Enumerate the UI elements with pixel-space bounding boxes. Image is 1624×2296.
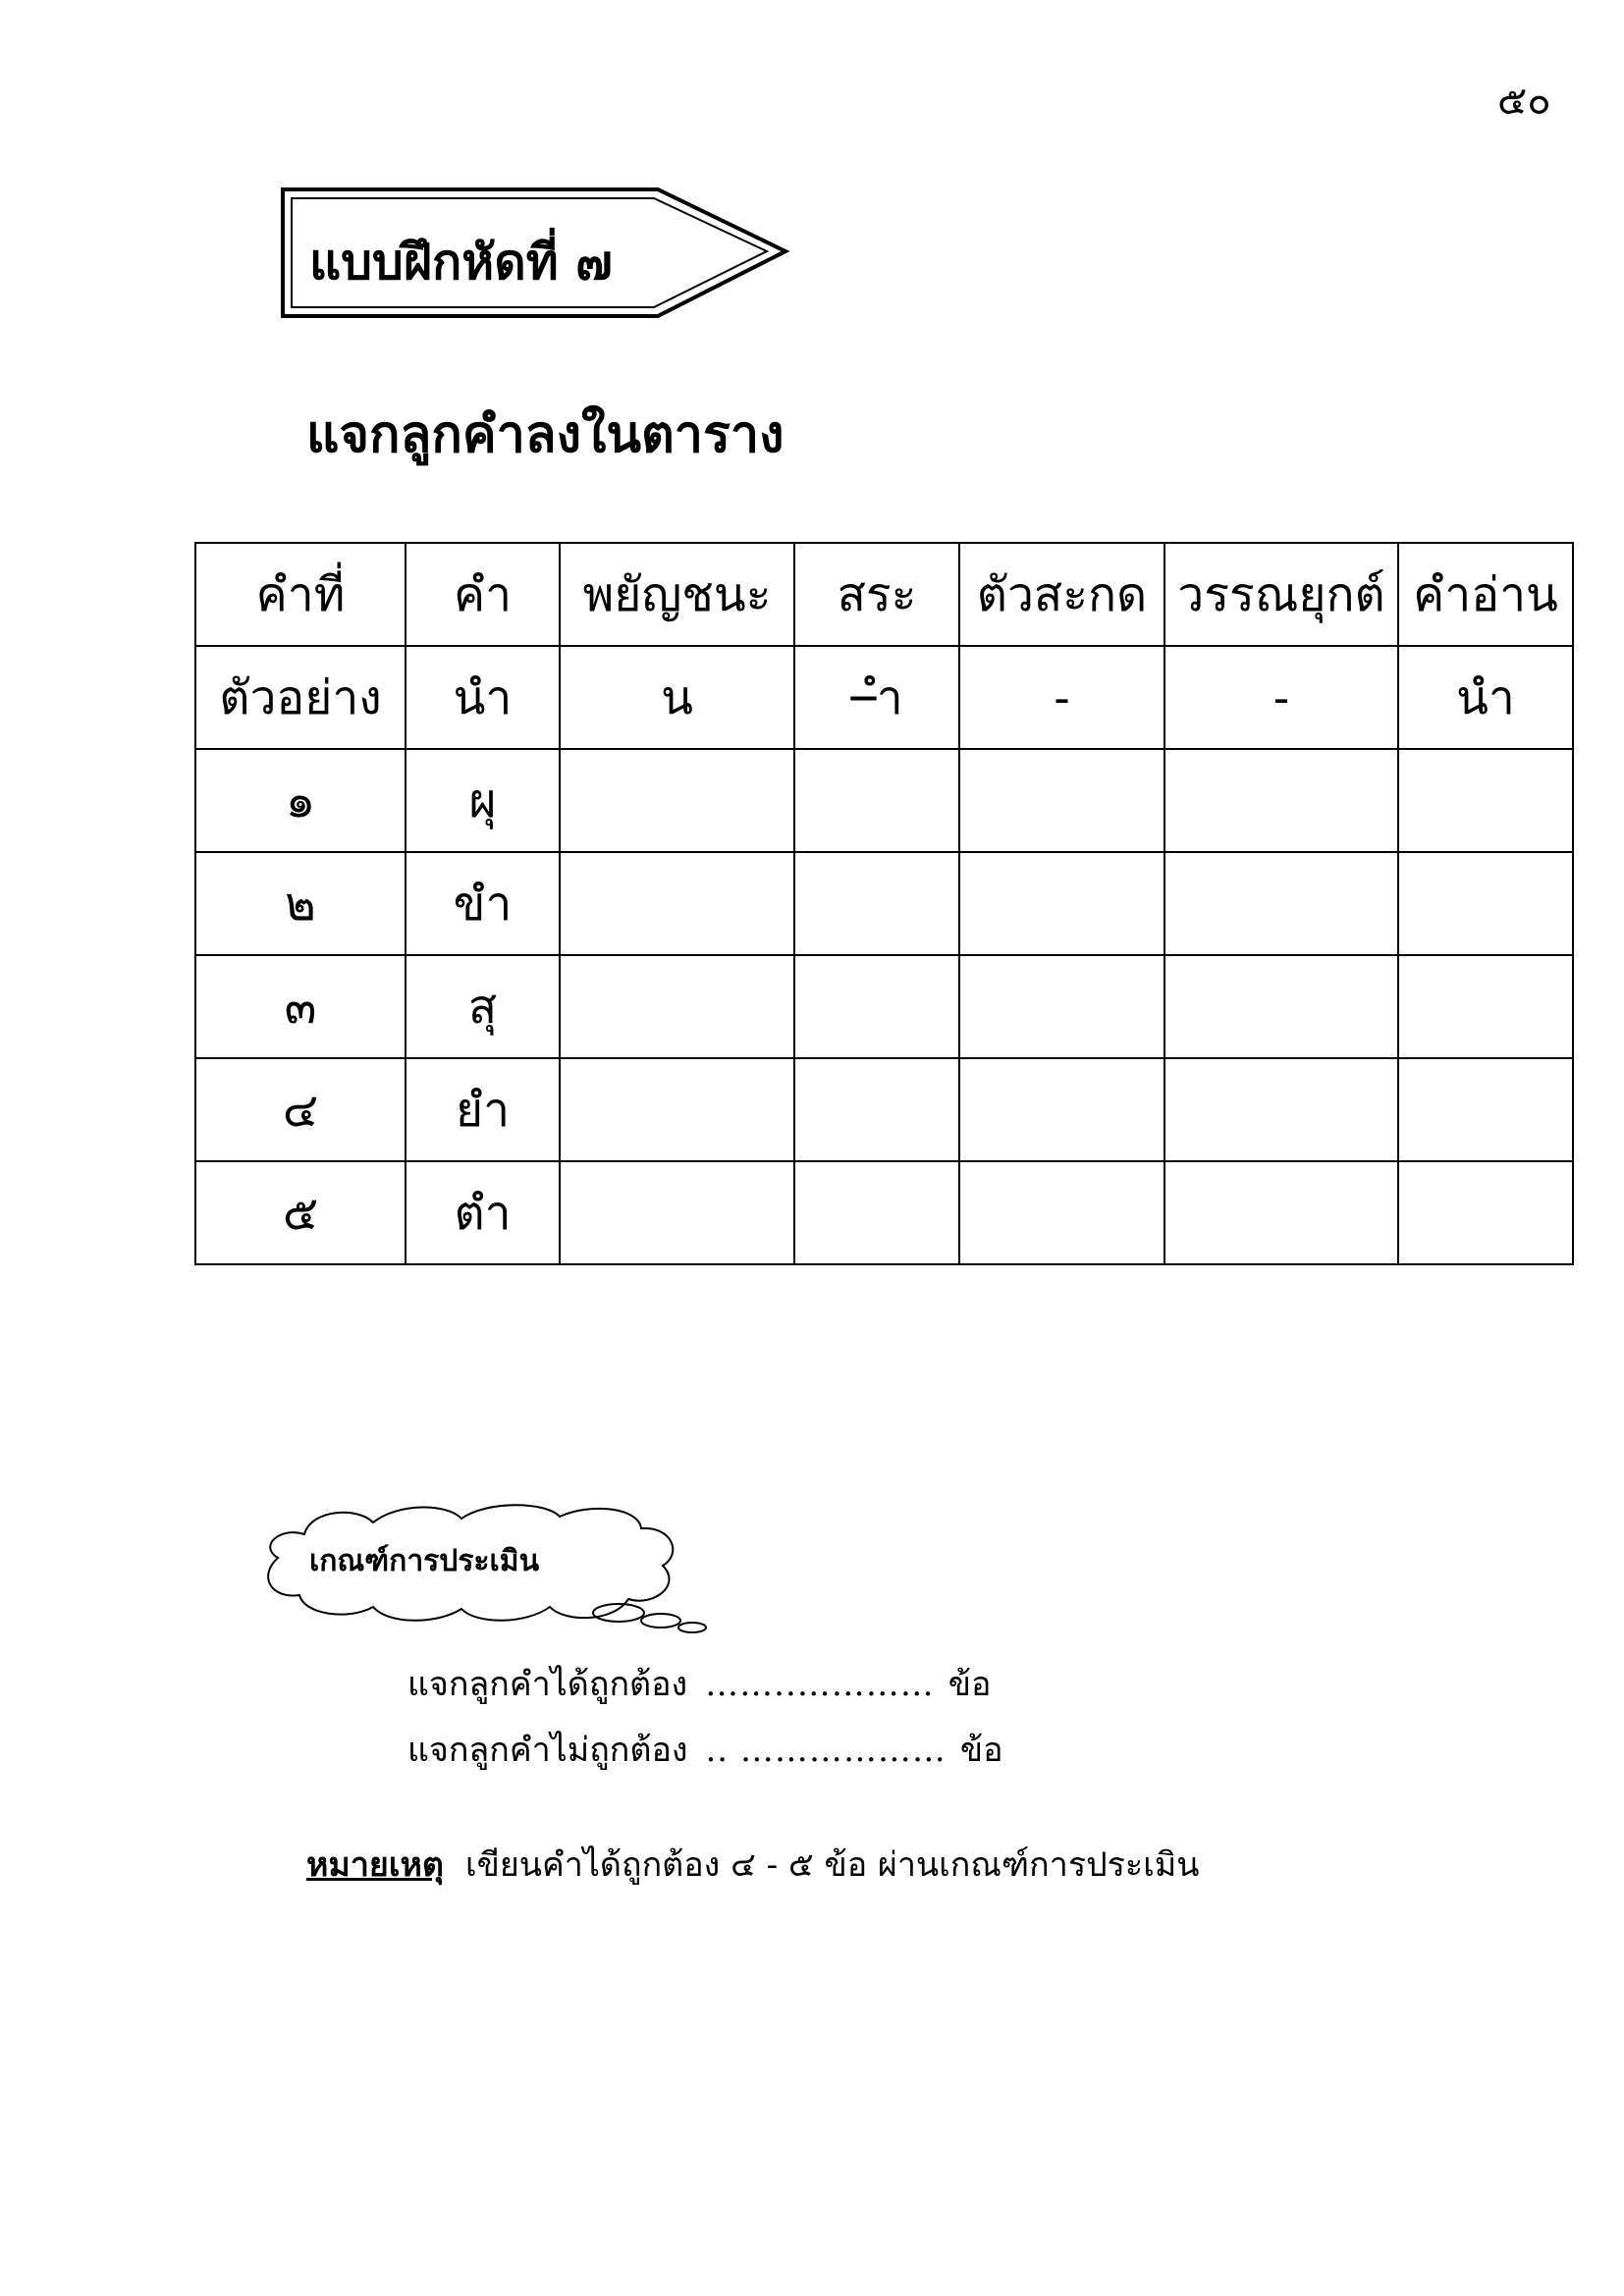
- table-row: [195, 852, 1573, 955]
- answer-reading-cell[interactable]: [1398, 955, 1573, 1058]
- criteria-blank: .. ………………: [705, 1731, 947, 1770]
- evaluation-title: เกณฑ์การประเมิน: [309, 1544, 540, 1578]
- row-word: ตำ: [406, 1161, 560, 1264]
- answer-vowel-cell[interactable]: [794, 1161, 959, 1264]
- criteria-unit: ข้อ: [947, 1665, 992, 1704]
- example-consonant: น: [560, 646, 794, 749]
- example-vowel: –ำ: [794, 646, 959, 749]
- answer-consonant-cell[interactable]: [560, 1058, 794, 1161]
- word-table: [194, 542, 1574, 1265]
- row-word: สุ: [406, 955, 560, 1058]
- answer-final-consonant-cell[interactable]: [959, 1161, 1164, 1264]
- answer-tone-mark-cell[interactable]: [1164, 1058, 1398, 1161]
- instruction-heading: แจกลูกคำลงในตาราง: [306, 404, 785, 464]
- header-vowel: สระ: [794, 543, 959, 646]
- example-final-consonant: -: [959, 646, 1164, 749]
- note-text: เขียนคำได้ถูกต้อง ๔ - ๕ ข้อ ผ่านเกณฑ์การประเมิน: [464, 1845, 1200, 1885]
- answer-tone-mark-cell[interactable]: [1164, 955, 1398, 1058]
- answer-final-consonant-cell[interactable]: [959, 1058, 1164, 1161]
- exercise-title-tag: [280, 187, 790, 319]
- example-reading: นำ: [1398, 646, 1573, 749]
- criteria-unit: ข้อ: [959, 1731, 1003, 1770]
- answer-reading-cell[interactable]: [1398, 852, 1573, 955]
- header-consonant: พยัญชนะ: [560, 543, 794, 646]
- row-number: ๑: [195, 749, 406, 852]
- evaluation-cloud: [250, 1497, 722, 1639]
- criteria-blank: ……..…………: [705, 1665, 935, 1704]
- answer-reading-cell[interactable]: [1398, 1058, 1573, 1161]
- answer-reading-cell[interactable]: [1398, 1161, 1573, 1264]
- header-final-consonant: ตัวสะกด: [959, 543, 1164, 646]
- example-word: นำ: [406, 646, 560, 749]
- row-word: ผุ: [406, 749, 560, 852]
- header-word-number: คำที่: [195, 543, 406, 646]
- row-number: ๔: [195, 1058, 406, 1161]
- header-word: คำ: [406, 543, 560, 646]
- table-row: [195, 1058, 1573, 1161]
- answer-final-consonant-cell[interactable]: [959, 749, 1164, 852]
- answer-reading-cell[interactable]: [1398, 749, 1573, 852]
- table-header-row: [195, 543, 1573, 646]
- answer-tone-mark-cell[interactable]: [1164, 852, 1398, 955]
- answer-vowel-cell[interactable]: [794, 852, 959, 955]
- criteria-line-incorrect: [407, 1723, 1003, 1776]
- answer-consonant-cell[interactable]: [560, 955, 794, 1058]
- answer-vowel-cell[interactable]: [794, 955, 959, 1058]
- example-tone-mark: -: [1164, 646, 1398, 749]
- criteria-label: แจกลูกคำได้ถูกต้อง: [407, 1665, 688, 1704]
- header-tone-mark: วรรณยุกต์: [1164, 543, 1398, 646]
- row-word: ยำ: [406, 1058, 560, 1161]
- example-row: [195, 646, 1573, 749]
- footnote: [306, 1838, 1199, 1891]
- answer-vowel-cell[interactable]: [794, 1058, 959, 1161]
- table-row: [195, 955, 1573, 1058]
- header-reading: คำอ่าน: [1398, 543, 1573, 646]
- answer-vowel-cell[interactable]: [794, 749, 959, 852]
- note-label: หมายเหตุ: [306, 1845, 444, 1885]
- answer-final-consonant-cell[interactable]: [959, 955, 1164, 1058]
- table-row: [195, 1161, 1573, 1264]
- answer-consonant-cell[interactable]: [560, 852, 794, 955]
- row-word: ขำ: [406, 852, 560, 955]
- exercise-title: แบบฝึกหัดที่ ๗: [309, 233, 613, 291]
- answer-consonant-cell[interactable]: [560, 1161, 794, 1264]
- row-number: ๓: [195, 955, 406, 1058]
- row-number: ๒: [195, 852, 406, 955]
- example-label: ตัวอย่าง: [195, 646, 406, 749]
- answer-final-consonant-cell[interactable]: [959, 852, 1164, 955]
- criteria-line-correct: [407, 1657, 991, 1710]
- answer-consonant-cell[interactable]: [560, 749, 794, 852]
- row-number: ๕: [195, 1161, 406, 1264]
- criteria-label: แจกลูกคำไม่ถูกต้อง: [407, 1731, 688, 1770]
- table-row: [195, 749, 1573, 852]
- page-number: ๕๐: [1497, 79, 1551, 124]
- answer-tone-mark-cell[interactable]: [1164, 749, 1398, 852]
- answer-tone-mark-cell[interactable]: [1164, 1161, 1398, 1264]
